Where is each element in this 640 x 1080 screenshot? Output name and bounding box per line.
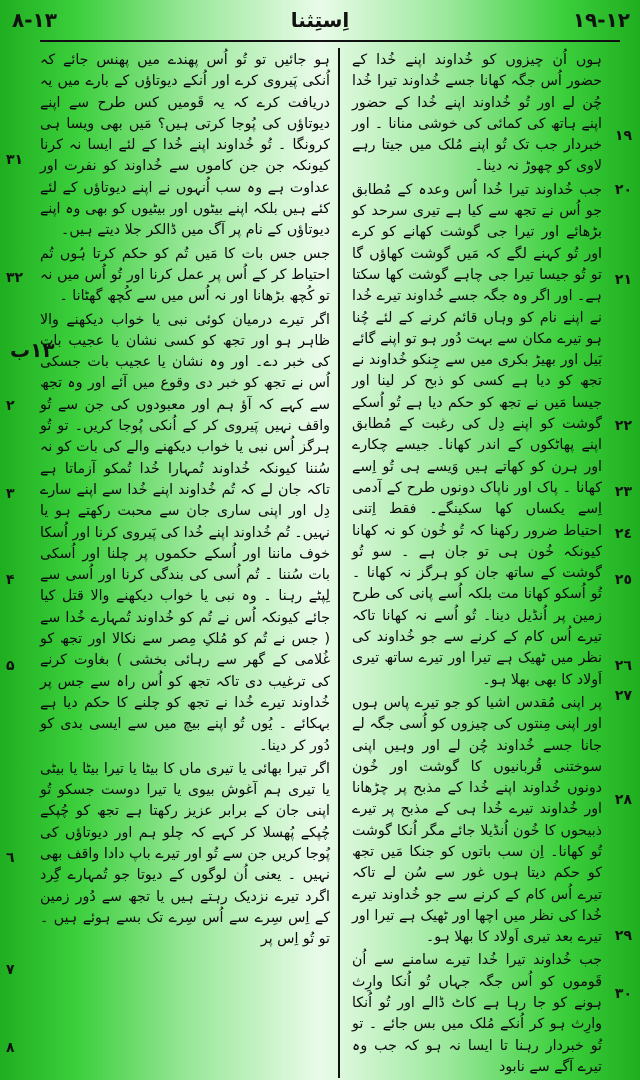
right-paragraph: جب خُداوند تیرا خُدا اُس وعدہ کے مُطابق جو اُس نے تجھ سے کیا ہے تیری سرحد کو بڑھائے اور تیرا جی گوشت کھانے کو کرے اور تُو کہنے لگے کہ مَیں گوشت کھاؤں گا تو تُو جیسا تیرا جی چاہے گوشت کھا سکتا ہے۔ اور اگر وہ جگہ جسے خُداوند تیرے خُدا نے اپنے نام کو وہاں قائم کرنے کے لئے چُنا ہو تیرے مکان سے بہت دُور ہو تو اپنے گائے بَیل اور بھیڑ بکری میں سے جِنکو خُداوند نے تجھ کو دیا ہے کسی کو ذبح کر لینا اور جیسا مَیں نے تجھ کو حکم دیا ہے تُو اُسکے گوشت کو اپنے دِل کی رغبت کے مُطابق اپنے پھاٹکوں کے اندر کھانا۔ جیسے چکارے اور ہرن کو کھاتے ہیں وَیسے ہی تُو اِسے کھانا ۔ پاک اور ناپاک دونوں طرح کے آدمی اِسے یکساں کھا سکینگے۔ فقط اِتنی احتیاط ضرور رکھنا کہ تُو خُون کو نہ کھانا کیونکہ خُون ہی تو جان ہے ۔ سو تُو گوشت کے ساتھ جان کو ہرگز نہ کھانا ۔ تُو اُسکو کھانا مت بلکہ اُسے پانی کی طرح زمین پر اُنڈیل دینا۔ تُو اُسے نہ کھانا تاکہ تیرے اُس کام کے کرنے سے جو خُداوند کی نظر میں ٹھیک ہے تیرا اور تیرے ساتھ تیری اَولاد کا بھی بھلا ہو۔ (352, 181, 602, 688)
page-header (0, 0, 640, 42)
right-paragraph: پر اپنی مُقدس اشیا کو جو تیرے پاس ہوں اور اپنی مِنتوں کی چیزوں کو اُسی جگہ لے جانا جسے خُداوند چُن لے اور وہیں اپنی سوختنی قُربانیوں کا گوشت اور خُون دونوں خُداوند اپنے خُدا کے مذبح پر چڑھانا اور خُداوند تیرے خُدا ہی کے مذبح پر تیرے ذبیحوں کا خُون اُنڈیلا جائے مگر اُنکا گوشت تُو کھانا۔ اِن سب باتوں کو جنکا مَیں تجھ کو حکم دیتا ہوں غور سے سُن لے تاکہ تیرے اُس کام کے کرنے سے جو خُداوند تیرے خُدا کی نظر میں اچھا اور ٹھیک ہے تیرا اور تیرے بعد تیری اَولاد کا بھلا ہو۔ (352, 694, 602, 946)
verse-number: ۵ (6, 658, 15, 674)
book-title: اِستِثنا (290, 8, 350, 32)
verse-number: ٢١ (614, 272, 632, 288)
verse-number: ٦ (6, 850, 15, 866)
verse-number: ٢٤ (614, 526, 632, 542)
verse-number: ٨ (6, 1040, 15, 1056)
verse-number: ٢٧ (614, 688, 632, 704)
left-paragraph: اگر تیرا بھائی یا تیری ماں کا بیٹا یا تیرا بیٹا یا بیٹی یا تیری ہم آغوش بیوی یا تیرا دوست جسکو تُو اپنی جان کے برابر عزیز رکھتا ہے تجھ کو چُپکے چُپکے پُھسلا کر کہے کہ چلو ہم اور دیوتاؤں کی پُوجا کریں جن سے تُو اور تیرے باپ دادا واقف بھی نہیں ۔ یعنی اُن لوگوں کے دیوتا جو تُمہارے گِرد اگرد تیرے نزدیک رہتے ہیں یا تجھ سے دُور زمین کے اِس سِرے سے اُس سِرے تک بسے ہوئے ہیں ۔ تو تُو اِس پر (40, 760, 330, 948)
left-paragraph: اگر تیرے درمیان کوئی نبی یا خواب دیکھنے والا ظاہر ہو اور تجھ کو کسی نشان یا عجیب بات کی خبر دے۔ اور وہ نشان یا عجیب بات جسکی اُس نے تجھ کو خبر دی وقوع میں آئے اور وہ تجھ سے کہے کہ آؤ ہم اور معبودوں کی جن سے تُو واقف نہیں پَیروی کر کے اُنکی پُوجا کریں۔ تو تُو ہرگز اُس نبی یا خواب دیکھنے والے کی بات کو نہ سُننا کیونکہ خُداوند تُمہارا خُدا تُمکو آزماتا ہے تاکہ جان لے کہ تُم خُداوند اپنے خُدا سے اپنے سارے دِل اور اپنی ساری جان سے محبت رکھتے ہو یا نہیں۔ تُم خُداوند اپنے خُدا کی پَیروی کرنا اور اُسکا خوف ماننا اور اُسکے حکموں پر چلنا اور اُسکی بات سُننا ۔ تُم اُسی کی بندگی کرنا اور اُسی سے لِپٹے رہنا ۔ وہ نبی یا خواب دیکھنے والا قتل کیا جائے کیونکہ اُس نے تُم کو خُداوند تُمہارے خُدا سے ( جس نے تُم کو مُلکِ مِصر سے نکالا اور تجھ کو غُلامی کے گھر سے رہائی بخشی ) بغاوت کرنے کی ترغیب دی تاکہ تجھ کو اُس راہ سے جس پر خُداوند تیرے خُدا نے تجھ کو چلنے کا حکم دیا ہے بہکائے ۔ یُوں تُو اپنے بیچ میں سے ایسی بدی کو دُور کر دینا۔ (40, 311, 330, 754)
verse-number: ٢٨ (614, 792, 632, 808)
verse-number: ۴ (6, 572, 15, 588)
verse-number: ٢٦ (614, 658, 632, 674)
left-text-column (40, 50, 330, 952)
verse-number: ٧ (6, 962, 15, 978)
left-paragraph: ہو جائیں تو تُو اُس پھندے میں پھنس جائے کہ اُنکی پَیروی کرے اور اُنکے دیوتاؤں کے بارے میں یہ دریافت کرے کہ یہ قَومیں کس طرح سے اپنے دیوتاؤں کی پُوجا کرتی ہیں؟ مَیں بھی ویسا ہی کرونگا ۔ تُو خُداوند اپنے خُدا کے لئے ایسا نہ کرنا کیونکہ جن جن کاموں سے خُداوند کو نفرت اور عداوت ہے وہ سب اُنہوں نے اپنے دیوتاؤں کے لئے کئے ہیں بلکہ اپنے بیٹوں اور بیٹیوں کو بھی وہ اپنے دیوتاؤں کے نام پر آگ میں ڈالکر جلا دیتے ہیں۔ (40, 52, 330, 239)
verse-number: ٣٢ (6, 270, 24, 286)
right-text-column (352, 50, 602, 1080)
column-divider (338, 48, 340, 1078)
verse-number: ٣٠ (614, 986, 632, 1002)
verse-number: ٢٢ (614, 418, 632, 434)
header-rule (40, 40, 620, 42)
verse-number: ٢٠ (614, 182, 632, 198)
verse-number: ١٩ (614, 128, 632, 144)
verse-number: ٣١ (6, 152, 24, 168)
verse-number: ٣ (6, 486, 15, 502)
verse-number: ٢٥ (614, 572, 632, 588)
verse-number: ٢ (6, 398, 15, 414)
header-next-range: ١٣-٨ (12, 8, 57, 32)
verse-number: ٢٩ (614, 928, 632, 944)
right-paragraph: جب خُداوند تیرا خُدا تیرے سامنے سے اُن قَوموں کو اُس جگہ جہاں تُو اُنکا وارِث ہونے کو جا رہا ہے کاٹ ڈالے اور تُو اُنکا وارِث ہو کر اُنکے مُلک میں بس جائے ۔ تو تُو خبردار رہنا تا ایسا نہ ہو کہ جب وہ تیرے آگے سے نابود (352, 952, 602, 1075)
right-paragraph: ہوں اُن چیزوں کو خُداوند اپنے خُدا کے حضور اُس جگہ کھانا جسے خُداوند تیرا خُدا چُن لے اور تُو خُداوند اپنے خُدا کے حضور اپنے ہاتھ کی کمائی کی خوشی منانا ۔ اور خبردار جب تک تُو اپنے مُلک میں جیتا رہے لاوی کو چھوڑ نہ دینا۔ (352, 52, 602, 175)
chapter-marker: ١٣ب (10, 338, 55, 362)
verse-number: ٢٣ (614, 484, 632, 500)
left-paragraph: جس جس بات کا مَیں تُم کو حکم کرتا ہُوں تُم احتیاط کر کے اُس پر عمل کرنا اور تُو اُس میں نہ تو کُچھ بڑھانا اور نہ اُس میں سے کُچھ گھٹانا ۔ (40, 245, 330, 305)
header-chapter-range: ١٢-١٩ (572, 8, 630, 32)
